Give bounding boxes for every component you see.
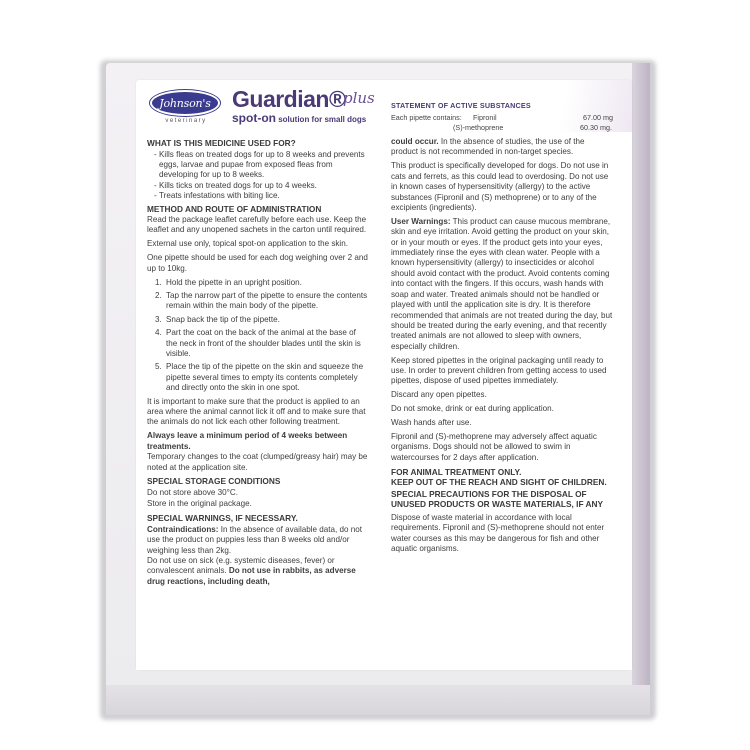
user-warnings-body: This product can cause mucous membrane, skin and eye irritation. Avoid getting the product on your skin, or in your mouth or eyes. If the product gets into your eyes, immediately rinse the eyes with clean water. People with a known hypersensitivity (allergy) to insecticides or alcohol should avoid contact with the product. Avoid contents coming into contact with the fingers. If this occurs, wash hands with soap and water. Treated animals should not be handled or played with until the application site is dry. It is therefore recommended that animals are not treated during the day, but should be treated during the early evening, and that recently treated animals are not allowed to sleep with owners, especially children. [391, 216, 613, 351]
dogs-only-text: This product is specifically developed for dogs. Do not use in cats and ferrets, as this could lead to overdosing. Do not use in known cases of hypersensitivity (allergy) to the active substances (Fipronil and (S) methoprene) or to any of the excipients (ingredients). [391, 161, 609, 212]
occur-bold: could occur. [391, 137, 439, 146]
use-item: - Kills fleas on treated dogs for up to 8 weeks and prevents eggs, larvae and pupae from exposed fleas from developing for up to 8 weeks. [154, 150, 369, 181]
box-side-band [632, 63, 650, 715]
occur-body: In the absence of studies, the use of the product is not recommended in non-target species. [391, 137, 585, 157]
no-smoke-text: Do not smoke, drink or eat during application. [391, 404, 554, 414]
brand-plus: plus [343, 89, 375, 107]
temporary-changes-text: Temporary changes to the coat (clumped/greasy hair) may be noted at the application site. [147, 452, 368, 472]
use-item: - Treats infestations with biting lice. [154, 191, 369, 201]
step-item: 3. Snap back the tip of the pipette. [164, 315, 369, 325]
use-item: - Kills ticks on treated dogs for up to 4 weeks. [154, 181, 369, 191]
heading-reach: KEEP OUT OF THE REACH AND SIGHT OF CHILDREN. [391, 477, 607, 488]
sick-animals-body: Do not use on sick (e.g. systemic diseases, fever) or convalescent animals. [147, 556, 335, 576]
logo-subtitle: veterinary [165, 118, 207, 124]
discard-text: Discard any open pipettes. [391, 390, 487, 400]
occur-text [391, 137, 613, 158]
contraindications-body: In the absence of available data, do not use the product on puppies less than 8 weeks old and/or weighing less than 2kg. [147, 524, 363, 555]
user-warnings-text [391, 217, 613, 352]
aquatic-text: Fipronil and (S)-methoprene may adversely affect aquatic organisms. Dogs should not be allowed to swim in watercourses for 2 days after application. [391, 432, 597, 462]
johnsons-logo [150, 90, 220, 116]
product-type [232, 111, 366, 125]
uses-list [147, 150, 369, 202]
left-column [147, 138, 369, 591]
spot-on-label: spot-on [232, 111, 276, 125]
substance-amount-2: 60.30 mg. [580, 123, 612, 132]
contraindications-text [147, 525, 369, 556]
substance-name-1: Fipronil [473, 113, 497, 122]
steps-list [147, 278, 369, 394]
heading-warnings: SPECIAL WARNINGS, IF NECESSARY. [147, 513, 298, 524]
heading-use: WHAT IS THIS MEDICINE USED FOR? [147, 138, 296, 148]
right-column [391, 137, 613, 558]
spot-on-subtitle: solution for small dogs [276, 115, 367, 124]
interval-text: Always leave a minimum period of 4 weeks between treatments. [147, 431, 348, 451]
external-use-text: External use only, topical spot-on application to the skin. [147, 239, 348, 249]
heading-storage: SPECIAL STORAGE CONDITIONS [147, 476, 281, 487]
important-text: It is important to make sure that the product is applied to an area where the animal cannot lick it off and to make sure that the animals do not lick each other following treatment. [147, 396, 366, 427]
step-item: 2. Tap the narrow part of the pipette to ensure the contents remain within the main body of the pipette. [164, 291, 369, 312]
storage-package-text: Store in the original package. [147, 499, 252, 509]
sick-animals-text [147, 556, 369, 587]
dispose-text: Dispose of waste material in accordance with local requirements. Fipronil and (S)-methoprene should not enter water courses as this may be dangerous for fish and other aquatic organisms. [391, 512, 605, 553]
step-item: 5. Place the tip of the pipette on the skin and squeeze the pipette several times to empty its contents completely and directly onto the skin in one spot. [164, 362, 369, 393]
substance-amount-1: 67.00 mg [583, 113, 613, 122]
brand-name: Guardian® [232, 86, 346, 112]
step-item: 1. Hold the pipette in an upright position. [164, 278, 369, 288]
keep-pipettes-text: Keep stored pipettes in the original packaging until ready to use. In order to prevent children from getting access to used pipettes, dispose of used pipettes immediately. [391, 355, 607, 386]
logo-text: Johnson's [159, 96, 211, 110]
wash-hands-text: Wash hands after use. [391, 418, 472, 428]
active-substances-title: STATEMENT OF ACTIVE SUBSTANCES [391, 101, 531, 110]
step-item: 4. Part the coat on the back of the animal at the base of the neck in front of the shoulder blades until the skin is visible. [164, 328, 369, 359]
storage-temp-text: Do not store above 30°C. [147, 487, 238, 497]
read-leaflet-text: Read the package leaflet carefully before each use. Keep the leaflet and any unopened sachets in the carton until required. [147, 215, 367, 235]
dosage-text: One pipette should be used for each dog weighing over 2 and up to 10kg. [147, 253, 368, 273]
heading-disposal: SPECIAL PRECAUTIONS FOR THE DISPOSAL OF UNUSED PRODUCTS OR WASTE MATERIALS, IF ANY [391, 488, 604, 510]
substance-name-2: (S)-methoprene [453, 123, 504, 132]
contraindications-label: Contraindications: [147, 524, 219, 534]
box-bottom-band [106, 685, 650, 715]
active-intro: Each pipette contains: [391, 113, 462, 122]
user-warnings-label: User Warnings: [391, 216, 451, 226]
heading-method: METHOD AND ROUTE OF ADMINISTRATION [147, 203, 322, 214]
heading-animal-only: FOR ANIMAL TREATMENT ONLY. [391, 466, 522, 477]
rabbits-warning: Do not use in rabbits, as adverse drug reactions, including death, [147, 566, 356, 586]
